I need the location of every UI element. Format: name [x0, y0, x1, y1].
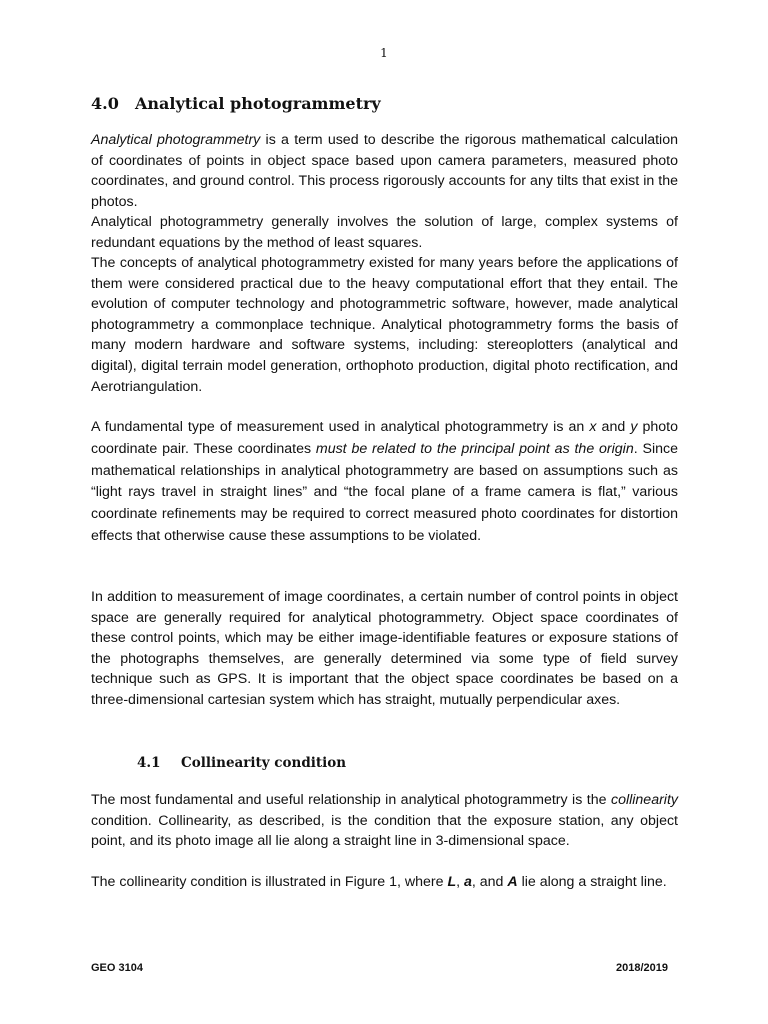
var-L: L: [447, 874, 457, 890]
paragraph-control-points: In addition to measurement of image coordinates, a certain number of control points in object space are generally required for analytical photogrammetry. Object space coordinates of these control points, which may be either image-identifiable features or exposure stations of the photographs themselves, are generally determined via some type of field survey technique such as GPS. It is important that the object space coordinates be based on a three-dimensional cartesian system which has straight, mutually perpendicular axes.: [91, 589, 678, 708]
footer-academic-year: 2018/2019: [616, 962, 668, 974]
page-footer: [91, 962, 668, 974]
paragraph-figure-reference: The collinearity condition is illustrated in Figure 1, where L, a, and A lie along a straight line.: [91, 874, 667, 890]
collinearity-italic: collinearity: [610, 792, 678, 808]
subsection-title: Collinearity condition: [181, 755, 347, 771]
paragraph-measurement: A fundamental type of measurement used in analytical photogrammetry is an x and y photo coordinate pair. These coordinates must be related to the principal point as the origin. Since mathematical relationships in analytical photogrammetry are based on assumptions such as “light rays travel in straight lines” and “the focal plane of a frame camera is flat,” various coordinate refinements may be required to correct measured photo coordinates for distortion effects that otherwise cause these assumptions to be violated.: [91, 419, 678, 544]
paragraph-concepts: The concepts of analytical photogrammetry existed for many years before the applications of them were considered practical due to the heavy computational effort that they entail. The evolution of computer technology and photogrammetric software, however, made analytical photogrammetry a commonplace technique. Analytical photogrammetry forms the basis of many modern hardware and software systems, including: stereoplotters (analytical and digital), digital terrain model generation, orthophoto production, digital photo rectification, and Aerotriangulation.: [91, 255, 678, 395]
subsection-number: 4.1: [137, 755, 161, 771]
paragraph-collinearity: The most fundamental and useful relationship in analytical photogrammetry is the collinearity condition. Collinearity, as described, is the condition that the exposure station, any object point, and its photo image all lie along a straight line in 3-dimensional space.: [91, 792, 678, 850]
principal-point-italic: must be related to the principal point as the origin: [315, 440, 634, 457]
section-heading: [91, 94, 381, 113]
paragraph-intro: Analytical photogrammetry is a term used to describe the rigorous mathematical calculation of coordinates of points in object space based upon camera parameters, measured photo coordinates, and ground control. This process rigorously accounts for any tilts that exist in the photos.: [91, 132, 678, 210]
page-number: 1: [380, 46, 388, 60]
paragraph-least-squares: Analytical photogrammetry generally involves the solution of large, complex systems of redundant equations by the method of least squares.: [91, 214, 678, 251]
subsection-heading: [137, 755, 346, 771]
var-A: A: [507, 874, 518, 890]
section-title: Analytical photogrammetry: [135, 94, 381, 113]
footer-course-code: GEO 3104: [91, 962, 143, 974]
intro-italic-term: Analytical photogrammetry: [91, 132, 261, 148]
var-a: a: [464, 874, 472, 890]
section-number: 4.0: [91, 94, 119, 113]
